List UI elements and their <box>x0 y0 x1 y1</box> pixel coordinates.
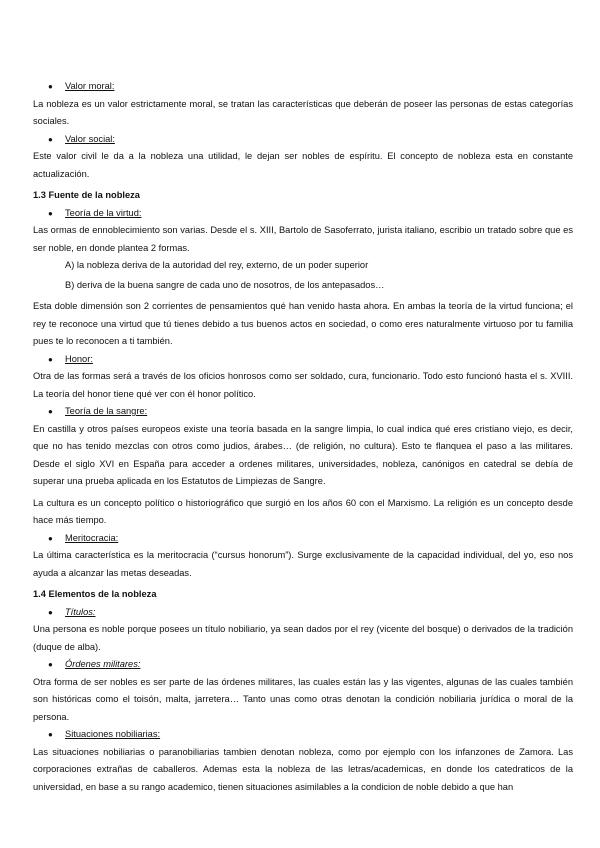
section-heading: 1.3 Fuente de la nobleza <box>33 190 140 200</box>
paragraph: Este valor civil le da a la nobleza una utilidad, le dejan ser nobles de espíritu. El concepto de nobleza esta en constante actualización. <box>33 151 573 179</box>
paragraph: Una persona es noble porque posees un título nobiliario, ya sean dados por el rey (vicente del bosque) o derivados de la tradición (duque de alba). <box>33 624 573 652</box>
bullet-valor-social <box>33 131 573 149</box>
bullet-dot-icon: ● <box>48 533 53 543</box>
bullet-dot-icon: ● <box>48 660 53 669</box>
paragraph: Otra forma de ser nobles es ser parte de las órdenes militares, las cuales están las y las vigentes, algunas de las cuales también son históricas como el toisón, malta, jarretera… Tanto unas como otras denotan la condición nobiliaria jurídica o moral de la persona. <box>33 676 573 722</box>
paragraph: En castilla y otros países europeos existe una teoría basada en la sangre limpia, lo cual indica qué eres cristiano viejo, es decir, que no has tenido mezclas con otros como judios, árabes… (de religión, no cultura). Esto te flanquea el paso a las militares. Desde el siglo XVI en España para acceder a ordenes militares, universidades, nobleza, canónigos en catedral se debía de superar una prueba aplicada en los Estatutos de Limpiezas de Sangre. <box>33 423 573 486</box>
bullet-label: Situaciones nobiliarias: <box>65 729 161 739</box>
bullet-honor <box>33 351 573 369</box>
bullet-label: Teoría de la virtud: <box>65 207 142 218</box>
paragraph: Las ormas de ennoblecimiento son varias. Desde el s. XIII, Bartolo de Sasoferrato, jurista italiano, escribio un tratado sobre que es ser noble, en donde plantea 2 formas. <box>33 225 573 253</box>
paragraph: La cultura es un concepto político o historiográfico que surgió en los años 60 con el Marxismo. La religión es un concepto desde hace más tiempo. <box>33 497 573 525</box>
list-item-b: B) deriva de la buena sangre de cada uno de nosotros, de los antepasados… <box>65 279 385 290</box>
bullet-teoria-sangre <box>33 403 573 421</box>
bullet-teoria-virtud <box>33 205 573 223</box>
bullet-dot-icon: ● <box>48 407 53 416</box>
document-page <box>33 78 573 796</box>
paragraph: Las situaciones nobiliarias o paranobiliarias tambien denotan nobleza, como por ejemplo con los infanzones de Zamora. Las corporaciones extrañas de caballeros. Ademas esta la nobleza de las letras/academicas, en donde los catedraticos de la universidad, en base a su rango academico, tienen situaciones asimilables a la condicion de noble debido a que han <box>33 746 573 792</box>
bullet-titulos <box>33 604 573 622</box>
bullet-dot-icon: ● <box>48 354 53 364</box>
bullet-dot-icon: ● <box>48 82 53 91</box>
bullet-label: Órdenes militares: <box>65 659 141 669</box>
bullet-situaciones-nobiliarias <box>33 726 573 744</box>
paragraph: La última característica es la meritocracia (“cursus honorum”). Surge exclusivamente de la capacidad individual, del yo, eso nos ayuda a alcanzar las metas deseadas. <box>33 550 573 578</box>
bullet-dot-icon: ● <box>48 208 53 218</box>
bullet-label: Valor moral: <box>65 81 115 91</box>
section-heading: 1.4 Elementos de la nobleza <box>33 589 157 599</box>
bullet-label: Meritocracia: <box>65 532 119 543</box>
bullet-label: Valor social: <box>65 133 115 144</box>
bullet-dot-icon: ● <box>48 607 53 617</box>
paragraph: La nobleza es un valor estrictamente moral, se tratan las características que deberán de poseer las personas de estas categorías sociales. <box>33 98 573 126</box>
paragraph: Otra de las formas será a través de los oficios honrosos como ser soldado, cura, funcionario. Todo esto funcionó hasta el s. XVIII. La teoría del honor tiene qué ver con él honor político. <box>33 371 573 399</box>
list-item-a: A) la nobleza deriva de la autoridad del rey, externo, de un poder superior <box>65 260 369 270</box>
bullet-label: Títulos: <box>65 606 96 617</box>
bullet-valor-moral <box>33 78 573 96</box>
bullet-ordenes-militares <box>33 656 573 674</box>
bullet-dot-icon: ● <box>48 134 53 144</box>
bullet-dot-icon: ● <box>48 730 53 739</box>
paragraph: Esta doble dimensión son 2 corrientes de pensamientos qué han venido hasta ahora. En ambas la teoría de la virtud funciona; el rey te reconoce una virtud que tú tienes debido a tus buenos actos en sociedad, o como eres naturalmente virtuoso por tu familia pues te lo reconocen a ti también. <box>33 301 573 346</box>
bullet-label: Honor: <box>65 353 93 364</box>
bullet-label: Teoría de la sangre: <box>65 406 148 416</box>
bullet-meritocracia <box>33 530 573 548</box>
